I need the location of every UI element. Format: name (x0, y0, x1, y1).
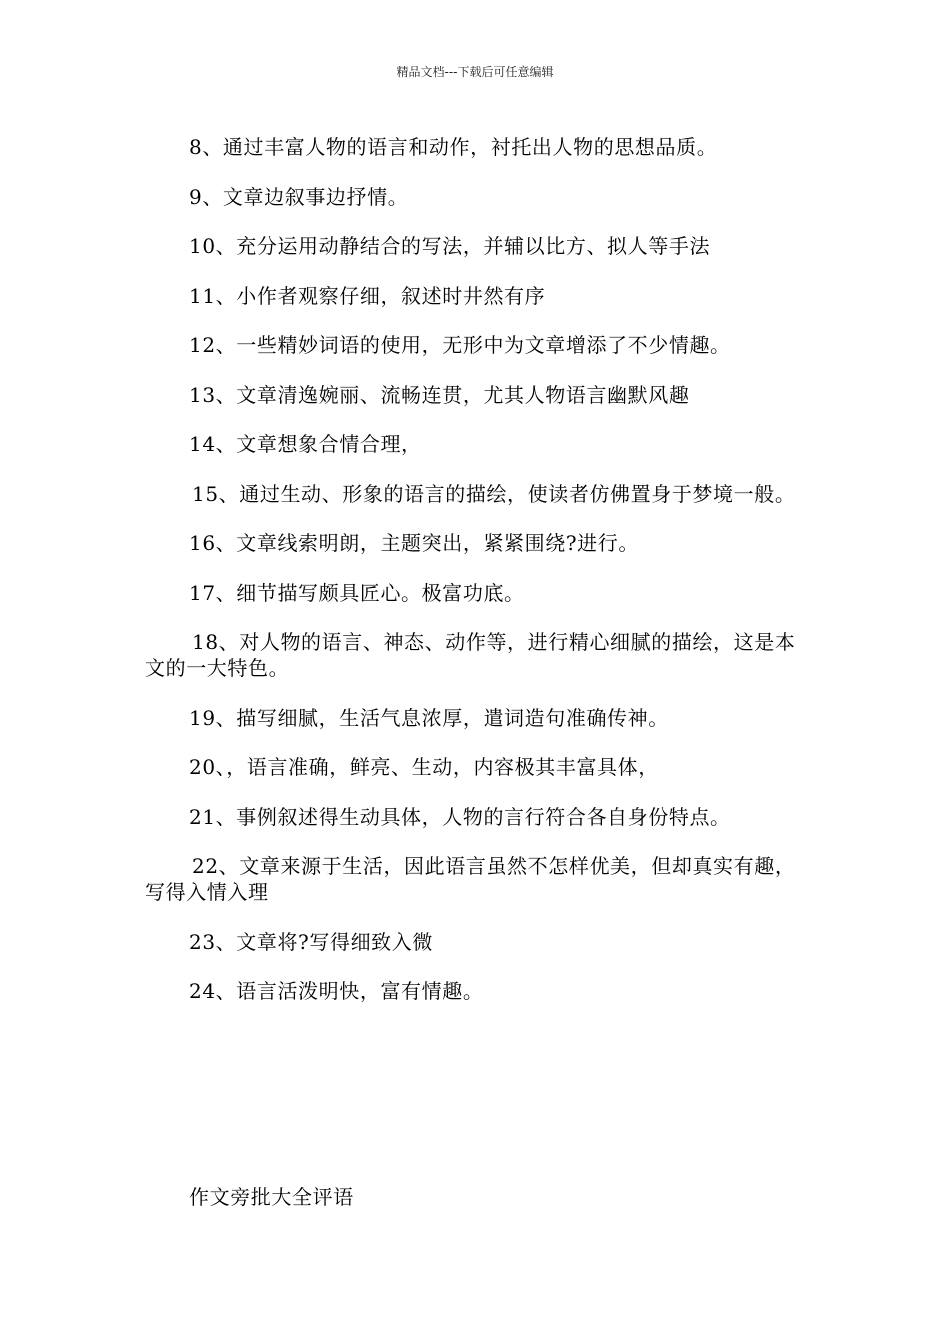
page-header: 精品文档---下载后可任意编辑 (396, 65, 554, 79)
list-item: 24、语言活泼明快，富有情趣。 (189, 979, 484, 1003)
list-item: 10、充分运用动静结合的写法，并辅以比方、拟人等手法 (189, 234, 711, 258)
list-item: 16、文章线索明朗，主题突出，紧紧围绕?进行。 (189, 531, 639, 555)
list-item: 17、细节描写颇具匠心。极富功底。 (189, 580, 525, 605)
list-item: 13、文章清逸婉丽、流畅连贯，尤其人物语言幽默风趣 (189, 382, 690, 407)
list-item: 9、文章边叙事边抒情。 (189, 184, 409, 209)
list-item: 21、事例叙述得生动具体，人物的言行符合各自身份特点。 (189, 804, 731, 829)
list-item: 18、对人物的语言、神态、动作等，进行精心细腻的描绘，这是本文的一大特色。 (145, 630, 796, 680)
list-item: 12、一些精妙词语的使用，无形中为文章增添了不少情趣。 (189, 333, 731, 357)
list-item: 15、通过生动、形象的语言的描绘，使读者仿佛置身于梦境一般。 (192, 481, 796, 506)
list-item: 22、文章来源于生活，因此语言虽然不怎样优美，但却真实有趣，写得入情入理 (145, 854, 796, 904)
comment-list (145, 134, 810, 1028)
list-item: 23、文章将?写得细致入微 (189, 929, 433, 954)
list-item: 14、文章想象合情合理， (189, 432, 422, 456)
list-item: 11、小作者观察仔细，叙述时井然有序 (189, 283, 546, 308)
section-title: 作文旁批大全评语 (189, 1185, 354, 1209)
list-item: 19、描写细腻，生活气息浓厚，遣词造句准确传神。 (189, 705, 669, 730)
list-item: 20、，语言准确，鲜亮、生动，内容极其丰富具体， (189, 755, 659, 779)
list-item: 8、通过丰富人物的语言和动作，衬托出人物的思想品质。 (189, 135, 718, 159)
